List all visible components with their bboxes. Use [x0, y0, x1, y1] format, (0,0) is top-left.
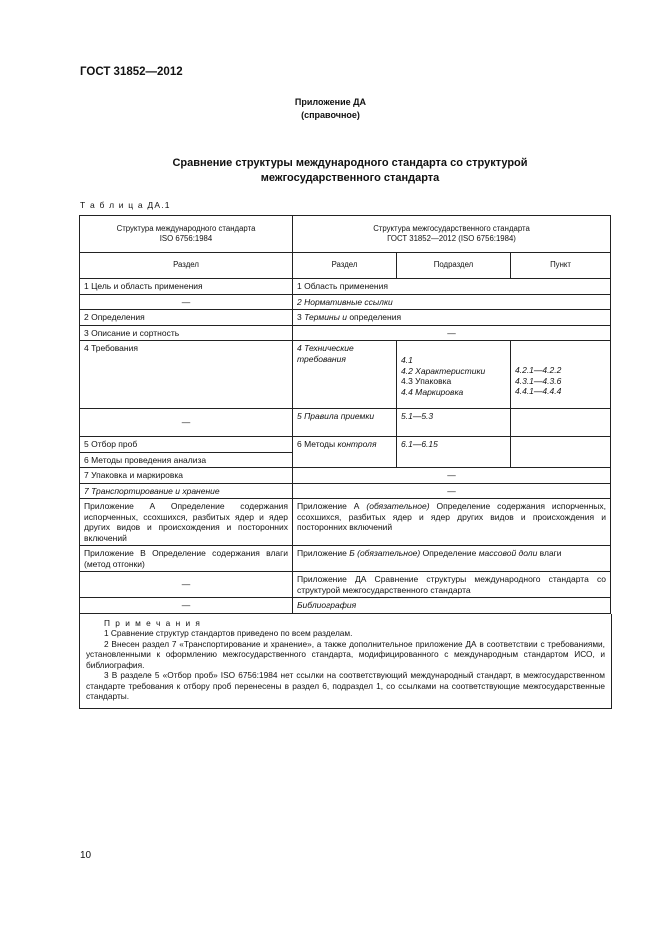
cell-right: Библиография — [293, 598, 611, 614]
cell-text-italic: контроля — [337, 439, 377, 449]
cell-left: 3 Описание и сортность — [80, 325, 293, 341]
cell-text-italic: Б (обязательное) — [349, 548, 421, 558]
cell-subsection: 6.1—6.15 — [397, 437, 511, 468]
table-row — [80, 279, 611, 295]
table-row — [80, 437, 611, 453]
comparison-table — [79, 215, 611, 614]
table-row — [80, 572, 611, 598]
col-section-left: Раздел — [80, 253, 293, 279]
cell-left: 4 Требования — [80, 341, 293, 409]
annex-subtitle: (справочное) — [301, 110, 360, 120]
header-intl-line2: ISO 6756:1984 — [159, 234, 213, 243]
cell-left: 2 Определения — [80, 310, 293, 326]
cell-section: 4 Технические требования — [293, 341, 397, 409]
cell-text: определения — [346, 312, 402, 322]
table-row — [80, 546, 611, 572]
cell-left: — — [80, 572, 293, 598]
cell-left: 5 Отбор проб — [80, 437, 293, 453]
cell-section — [293, 437, 397, 468]
table-row — [80, 468, 611, 484]
cell-right — [293, 546, 611, 572]
main-title-line2: межгосударственного стандарта — [260, 172, 440, 184]
page-number: 10 — [80, 850, 92, 861]
sub-4-1: 4.1 — [401, 355, 413, 365]
table-row — [80, 483, 611, 499]
cell-text: влаги — [537, 548, 562, 558]
cell-text: 6 Методы — [297, 439, 338, 449]
notes-title: П р и м е ч а н и я — [104, 617, 202, 628]
table-label: Т а б л и ц а ДА.1 — [80, 200, 171, 210]
cell-item — [511, 437, 611, 468]
col-item: Пункт — [511, 253, 611, 279]
cell-left: — — [80, 598, 293, 614]
cell-right: — — [293, 483, 611, 499]
note-3: 3 В разделе 5 «Отбор проб» ISO 6756:1984 нет ссылки на соответствующий международный стандарт, в межгосударственном стандарте требования к отбору проб перенесены в раздел 6, подраздел 1, со ссылками на соответствующие межгосударственные стандарты. — [86, 670, 605, 701]
cell-text: 3 — [297, 312, 305, 322]
header-row — [80, 216, 611, 253]
table-row — [80, 325, 611, 341]
cell-right: 2 Нормативные ссылки — [293, 294, 611, 310]
table-row — [80, 341, 611, 409]
main-title-line1: Сравнение структуры международного стандарта со структурой — [172, 157, 528, 169]
header-interstate-line2: ГОСТ 31852—2012 (ISO 6756:1984) — [387, 234, 516, 243]
header-interstate — [293, 216, 611, 253]
main-title — [100, 156, 600, 186]
cell-left: Приложение А Определение содержания испорченных, ссохшихся, разбитых ядер и ядер других видов и происхождения и посторонних включений — [80, 499, 293, 546]
header-interstate-line1: Структура межгосударственного стандарта — [373, 223, 530, 233]
cell-text-italic: массовой доли — [478, 548, 538, 558]
table-row — [80, 294, 611, 310]
subheader-row — [80, 253, 611, 279]
annex-title: Приложение ДА — [294, 97, 367, 107]
cell-left: 6 Методы проведения анализа — [80, 452, 293, 468]
col-section: Раздел — [293, 253, 397, 279]
document-code: ГОСТ 31852—2012 — [80, 66, 183, 78]
cell-right — [293, 310, 611, 326]
sub-4-2: 4.2 Характеристики — [401, 365, 486, 376]
cell-subsection — [397, 341, 511, 409]
table-notes — [79, 614, 612, 709]
table-row — [80, 409, 611, 437]
cell-right: Приложение ДА Сравнение структуры международного стандарта со структурой межгосударственного стандарта — [293, 572, 611, 598]
cell-right: — — [293, 325, 611, 341]
cell-item — [511, 409, 611, 437]
comparison-table-wrap — [79, 215, 610, 709]
cell-text: Приложение А — [297, 501, 367, 511]
note-2: 2 Внесен раздел 7 «Транспортирование и хранение», а также дополнительное приложение ДА в соответствии с требованиями, установленными к оформлению межгосударственного стандарта, модифицированного с международным стандартом ИСО, и библиография. — [86, 638, 605, 670]
cell-left: — — [80, 409, 293, 437]
cell-left: 1 Цель и область применения — [80, 279, 293, 295]
cell-text: Определение — [420, 548, 479, 558]
note-1: 1 Сравнение структур стандартов приведено по всем разделам. — [104, 628, 353, 638]
col-subsection: Подраздел — [397, 253, 511, 279]
cell-left: Приложение В Определение содержания влаги (метод отгонки) — [80, 546, 293, 572]
item-4-4: 4.4.1—4.4.4 — [515, 386, 562, 396]
cell-item — [511, 341, 611, 409]
cell-subsection: 5.1—5.3 — [397, 409, 511, 437]
cell-text-italic: (обязательное) — [366, 501, 430, 511]
cell-right: 1 Область применения — [293, 279, 611, 295]
item-4-3: 4.3.1—4.3.6 — [515, 375, 562, 386]
table-row — [80, 310, 611, 326]
table-row — [80, 598, 611, 614]
cell-text: Определение содержания испорченных, ссохшихся, разбитых ядер и ядер других видов и происхождения и посторонних включений — [297, 501, 607, 532]
header-intl-line1: Структура международного стандарта — [116, 223, 256, 233]
table-row — [80, 499, 611, 546]
cell-left: 7 Упаковка и маркировка — [80, 468, 293, 484]
cell-left: — — [80, 294, 293, 310]
item-4-2: 4.2.1—4.2.2 — [515, 365, 562, 375]
cell-section: 5 Правила приемки — [293, 409, 397, 437]
cell-left: 7 Транспортирование и хранение — [80, 483, 293, 499]
sub-4-3: 4.3 Упаковка — [401, 376, 452, 386]
header-intl — [80, 216, 293, 253]
cell-text-italic: Термины и — [304, 312, 347, 322]
cell-right — [293, 499, 611, 546]
cell-text: Приложение — [297, 548, 350, 558]
sub-4-4: 4.4 Маркировка — [401, 386, 464, 397]
cell-right: — — [293, 468, 611, 484]
